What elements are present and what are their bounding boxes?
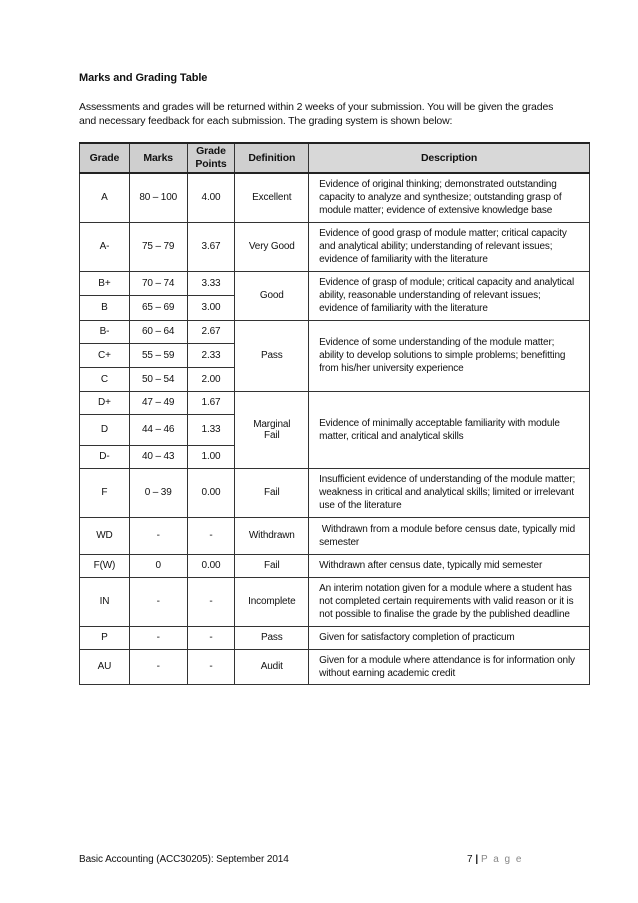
grade-cell: P — [80, 626, 130, 649]
table-row — [80, 577, 590, 626]
section-title: Marks and Grading Table — [79, 72, 208, 84]
header-marks: Marks — [129, 143, 187, 173]
grade-cell: C+ — [80, 343, 130, 367]
definition-cell: Very Good — [235, 222, 309, 271]
marks-cell: 75 – 79 — [129, 222, 187, 271]
table-row — [80, 468, 590, 517]
grade-cell: B — [80, 295, 130, 320]
points-cell: 1.67 — [187, 391, 235, 414]
definition-cell: Good — [235, 271, 309, 320]
grade-cell: C — [80, 367, 130, 391]
points-cell: 2.33 — [187, 343, 235, 367]
grade-cell: F — [80, 468, 130, 517]
grade-cell: D- — [80, 445, 130, 468]
points-cell: 3.00 — [187, 295, 235, 320]
points-cell: 1.00 — [187, 445, 235, 468]
description-cell: Withdrawn from a module before census date, typically mid semester — [309, 517, 590, 554]
grade-cell: F(W) — [80, 554, 130, 577]
description-cell: Evidence of grasp of module; critical capacity and analytical ability, reasonable understanding of relevant issues; evidence of familiarity with the literature — [309, 271, 590, 320]
description-cell: Evidence of minimally acceptable familiarity with module matter, critical and analytical skills — [309, 391, 590, 468]
header-definition: Definition — [235, 143, 309, 173]
intro-paragraph — [79, 100, 569, 128]
header-grade-points: Grade Points — [187, 143, 235, 173]
definition-cell: Fail — [235, 554, 309, 577]
table-row — [80, 554, 590, 577]
grade-cell: B- — [80, 320, 130, 343]
definition-cell: Audit — [235, 649, 309, 684]
grade-cell: D+ — [80, 391, 130, 414]
marks-cell: 80 – 100 — [129, 173, 187, 222]
points-cell: 2.00 — [187, 367, 235, 391]
header-grade: Grade — [80, 143, 130, 173]
footer-course: Basic Accounting (ACC30205): September 2014 — [79, 854, 289, 865]
marks-cell: 70 – 74 — [129, 271, 187, 295]
definition-cell: Withdrawn — [235, 517, 309, 554]
table-row — [80, 626, 590, 649]
definition-cell: Pass — [235, 626, 309, 649]
description-cell: Evidence of original thinking; demonstrated outstanding capacity to analyze and synthesize; outstanding grasp of module matter; evidence of extensive knowledge base — [309, 173, 590, 222]
table-row — [80, 517, 590, 554]
grade-cell: D — [80, 414, 130, 445]
marks-cell: - — [129, 577, 187, 626]
table-row — [80, 391, 590, 414]
description-cell: An interim notation given for a module where a student has not completed certain requirements with valid reason or it is not possible to finalise the grade by the published deadline — [309, 577, 590, 626]
marks-cell: 0 — [129, 554, 187, 577]
marks-cell: 44 – 46 — [129, 414, 187, 445]
points-cell: 3.67 — [187, 222, 235, 271]
grade-cell: IN — [80, 577, 130, 626]
points-cell: - — [187, 517, 235, 554]
table-row — [80, 649, 590, 684]
marks-cell: - — [129, 649, 187, 684]
grade-cell: WD — [80, 517, 130, 554]
page-label: P a g e — [480, 854, 523, 865]
table-row — [80, 222, 590, 271]
description-cell: Withdrawn after census date, typically mid semester — [309, 554, 590, 577]
description-cell: Evidence of some understanding of the module matter; ability to develop solutions to simple problems; benefitting from his/her university experience — [309, 320, 590, 391]
marks-cell: 50 – 54 — [129, 367, 187, 391]
grade-cell: A — [80, 173, 130, 222]
points-cell: 0.00 — [187, 468, 235, 517]
grading-table — [79, 142, 590, 685]
description-cell: Evidence of good grasp of module matter; critical capacity and analytical ability; understanding of relevant issues; evidence of familiarity with the literature — [309, 222, 590, 271]
table-row — [80, 173, 590, 222]
description-cell: Given for satisfactory completion of practicum — [309, 626, 590, 649]
points-cell: - — [187, 626, 235, 649]
intro-line: Assessments and grades will be returned within 2 weeks of your submission. You will be given the grades — [79, 101, 554, 113]
grade-cell: AU — [80, 649, 130, 684]
marks-cell: 60 – 64 — [129, 320, 187, 343]
description-cell: Insufficient evidence of understanding of the module matter; weakness in critical and analytical skills; limited or irrelevant use of the literature — [309, 468, 590, 517]
marks-cell: 47 – 49 — [129, 391, 187, 414]
points-cell: 0.00 — [187, 554, 235, 577]
points-cell: 4.00 — [187, 173, 235, 222]
header-description: Description — [309, 143, 590, 173]
marks-cell: - — [129, 517, 187, 554]
points-cell: 1.33 — [187, 414, 235, 445]
table-header-row — [80, 143, 590, 173]
table-row — [80, 271, 590, 295]
definition-cell: Incomplete — [235, 577, 309, 626]
points-cell: - — [187, 577, 235, 626]
marks-cell: - — [129, 626, 187, 649]
footer-separator: | — [475, 854, 479, 865]
definition-cell: Fail — [235, 468, 309, 517]
intro-line: and necessary feedback for each submission. The grading system is shown below: — [79, 115, 453, 127]
points-cell: 2.67 — [187, 320, 235, 343]
marks-cell: 55 – 59 — [129, 343, 187, 367]
points-cell: 3.33 — [187, 271, 235, 295]
footer-page-number — [467, 854, 523, 865]
marks-cell: 65 – 69 — [129, 295, 187, 320]
definition-cell: Marginal Fail — [235, 391, 309, 468]
table-row — [80, 320, 590, 343]
marks-cell: 0 – 39 — [129, 468, 187, 517]
page-number: 7 — [467, 854, 473, 865]
grade-cell: B+ — [80, 271, 130, 295]
definition-cell: Pass — [235, 320, 309, 391]
points-cell: - — [187, 649, 235, 684]
marks-cell: 40 – 43 — [129, 445, 187, 468]
definition-cell: Excellent — [235, 173, 309, 222]
grade-cell: A- — [80, 222, 130, 271]
description-cell: Given for a module where attendance is for information only without earning academic credit — [309, 649, 590, 684]
